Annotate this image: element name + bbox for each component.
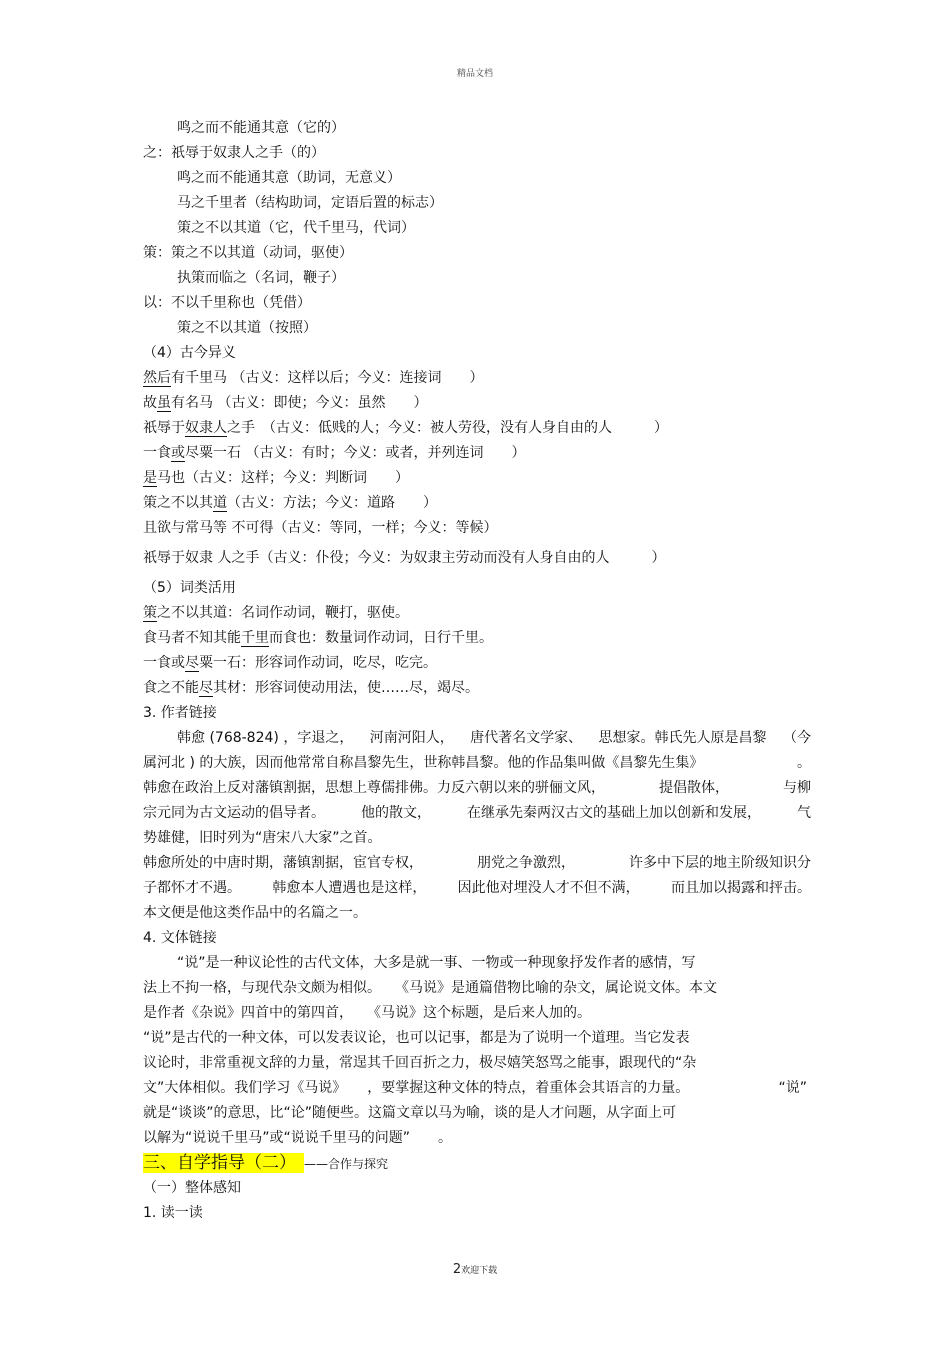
- justified-line: 属河北 ) 的大族，因而他常常自称昌黎先生，世称韩昌黎。他的作品集叫做《昌黎先生集》 。: [143, 755, 811, 771]
- justified-line: 文”大体相似。我们学习《马说》 ，要掌握这种文体的特点，着重体会其语言的力量。 “说”: [143, 1080, 807, 1096]
- subsection-heading: 1. 读一读: [143, 1205, 203, 1221]
- text-line: 以解为“说说千里马”或“说说千里马的问题” 。: [143, 1130, 453, 1146]
- gujin-row: 故虽有名马 （古义：即使；今义：虽然 ）: [143, 395, 428, 411]
- text-line: 是作者《杂说》四首中的第四首， 《马说》这个标题，是后来人加的。: [143, 1005, 591, 1021]
- gujin-row: 祇辱于奴隶 人之手（古义：仆役；今义：为奴隶主劳动而没有人身自由的人 ）: [143, 550, 666, 566]
- underlined-word: 奴隶人: [185, 420, 227, 436]
- document-body: [143, 116, 811, 1226]
- text-line: 策之不以其道（它，代千里马，代词）: [177, 220, 415, 236]
- gujin-row: 是马也（古义：这样；今义：判断词 ）: [143, 470, 409, 486]
- gujin-row: 然后有千里马 （古义：这样以后；今义：连接词 ）: [143, 370, 484, 386]
- justified-line: 韩愈所处的中唐时期，藩镇割据，宦官专权， 朋党之争激烈， 许多中下层的地主阶级知识分: [143, 855, 811, 871]
- section-title-3: [143, 1151, 811, 1176]
- text-line: 法上不拘一格，与现代杂文颇为相似。 《马说》是通篇借物比喻的杂文，属论说文体。本文: [143, 980, 717, 996]
- underlined-word: 然后: [143, 370, 171, 386]
- section-heading-genre: 4. 文体链接: [143, 930, 217, 946]
- subsection-heading: （一）整体感知: [143, 1180, 241, 1196]
- justified-line: 韩愈 (768-824) ，字退之， 河南河阳人， 唐代著名文学家、 思想家。韩氏先人原是昌黎 （今: [177, 730, 811, 746]
- text-line: “说”是一种议论性的古代文体，大多是就一事、一物或一种现象抒发作者的感情，写: [177, 955, 696, 971]
- text-line: 策：策之不以其道（动词，驱使）: [143, 245, 353, 261]
- text-line: 以：不以千里称也（凭借）: [143, 295, 311, 311]
- text-line: 议论时，非常重视文辞的力量，常逞其千回百折之力，极尽嬉笑怒骂之能事，跟现代的“杂: [143, 1055, 697, 1071]
- text-line: 本文便是他这类作品中的名篇之一。: [143, 905, 367, 921]
- text-line: 势雄健，旧时列为“唐宋八大家”之首。: [143, 830, 382, 846]
- cilei-row: 食马者不知其能千里而食也：数量词作动词，日行千里。: [143, 630, 493, 646]
- underlined-word: 策: [143, 605, 157, 621]
- section-subtitle: ——合作与探究: [304, 1157, 389, 1171]
- section-heading-cilei: （5）词类活用: [143, 580, 236, 596]
- page-footer: [0, 1262, 950, 1277]
- text-line: 鸣之而不能通其意（助词，无意义）: [177, 170, 401, 186]
- text-line: “说”是古代的一种文体，可以发表议论，也可以记事，都是为了说明一个道理。当它发表: [143, 1030, 690, 1046]
- section-heading-gujin: （4）古今异义: [143, 345, 236, 361]
- underlined-word: 道: [213, 495, 227, 511]
- text-line: 鸣之而不能通其意（它的）: [177, 120, 345, 136]
- underlined-word: 千里: [241, 630, 269, 646]
- text-line: 之：祇辱于奴隶人之手（的）: [143, 145, 325, 161]
- highlighted-title: 三、自学指导（二）: [143, 1153, 304, 1173]
- justified-line: 韩愈在政治上反对藩镇割据，思想上尊儒排佛。力反六朝以来的骈俪文风， 提倡散体， 与柳: [143, 780, 811, 796]
- gujin-row: 一食或尽粟一石 （古义：有时；今义：或者，并列连词 ）: [143, 445, 526, 461]
- text-line: 策之不以其道（按照）: [177, 320, 317, 336]
- underlined-word: 是: [143, 470, 157, 486]
- page-number: 2: [452, 1262, 462, 1277]
- underlined-word: 尽: [199, 680, 213, 696]
- justified-line: 宗元同为古文运动的倡导者。 他的散文， 在继承先秦两汉古文的基础上加以创新和发展， 气: [143, 805, 811, 821]
- text-line: 就是“谈谈”的意思，比“论”随便些。这篇文章以马为喻，谈的是人才问题，从字面上可: [143, 1105, 677, 1121]
- page-header: 精品文档: [456, 69, 493, 79]
- text-line: 执策而临之（名词，鞭子）: [177, 270, 345, 286]
- cilei-row: 一食或尽粟一石：形容词作动词，吃尽，吃完。: [143, 655, 437, 671]
- footer-text: 欢迎下载: [461, 1266, 498, 1276]
- underlined-word: 或: [171, 445, 185, 461]
- gujin-row: 策之不以其道（古义：方法；今义：道路 ）: [143, 495, 437, 511]
- underlined-word: 虽: [157, 395, 171, 411]
- underlined-word: 尽: [185, 655, 199, 671]
- gujin-row: 且欲与常马等 不可得（古义：等同，一样；今义：等候）: [143, 520, 498, 536]
- justified-line: 子都怀才不遇。 韩愈本人遭遇也是这样， 因此他对埋没人才不但不满， 而且加以揭露和抨击。: [143, 880, 811, 896]
- section-heading-author: 3. 作者链接: [143, 705, 217, 721]
- cilei-row: 食之不能尽其材：形容词使动用法，使……尽，竭尽。: [143, 680, 479, 696]
- text-line: 马之千里者（结构助词，定语后置的标志）: [177, 195, 443, 211]
- cilei-row: 策之不以其道：名词作动词，鞭打，驱使。: [143, 605, 409, 621]
- gujin-row: 祇辱于奴隶人之手 （古义：低贱的人；今义：被人劳役，没有人身自由的人 ）: [143, 420, 668, 436]
